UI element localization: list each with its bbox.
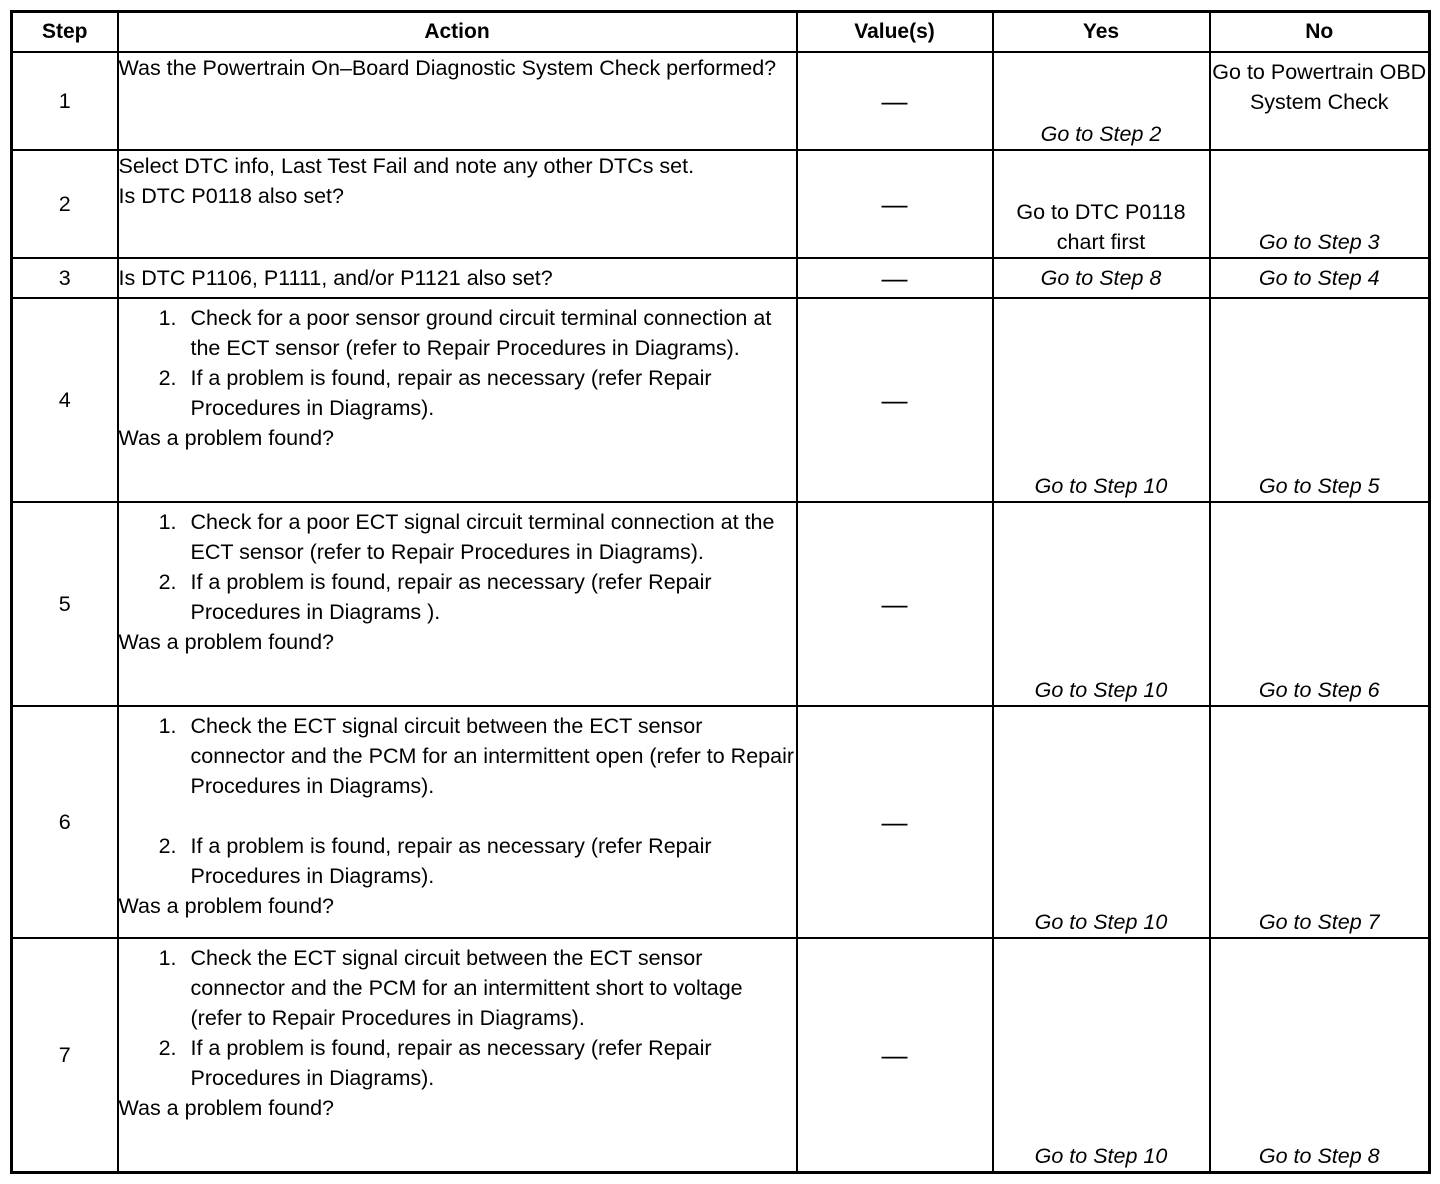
value-cell: — xyxy=(797,52,993,150)
yes-cell: Go to Step 2 xyxy=(993,52,1210,150)
step-number: 3 xyxy=(12,258,118,298)
action-cell xyxy=(118,706,797,938)
header-values: Value(s) xyxy=(797,12,993,53)
procedure-list xyxy=(119,507,796,627)
no-cell: Go to Powertrain OBD System Check xyxy=(1210,52,1430,150)
step-number: 7 xyxy=(12,938,118,1172)
yes-cell: Go to DTC P0118 chart first xyxy=(993,150,1210,258)
action-cell xyxy=(118,258,797,298)
list-item: 1. Check for a poor sensor ground circuit terminal connection at the ECT sensor (refer to Repair Procedures in Diagrams). xyxy=(183,303,796,363)
no-cell: Go to Step 7 xyxy=(1210,706,1430,938)
step-number: 1 xyxy=(12,52,118,150)
value-cell: — xyxy=(797,150,993,258)
header-action: Action xyxy=(118,12,797,53)
list-item: 1. Check the ECT signal circuit between the ECT sensor connector and the PCM for an intermittent short to voltage (refer to Repair Procedures in Diagrams). xyxy=(183,943,796,1033)
list-item: 2. If a problem is found, repair as necessary (refer Repair Procedures in Diagrams). xyxy=(183,831,796,891)
value-cell: — xyxy=(797,938,993,1172)
yes-cell: Go to Step 8 xyxy=(993,258,1210,298)
list-item: 2. If a problem is found, repair as necessary (refer Repair Procedures in Diagrams ). xyxy=(183,567,796,627)
action-question: Was a problem found? xyxy=(118,1096,335,1120)
yes-cell: Go to Step 10 xyxy=(993,298,1210,502)
step-number: 4 xyxy=(12,298,118,502)
header-yes: Yes xyxy=(993,12,1210,53)
step-number: 5 xyxy=(12,502,118,706)
list-item: 1. Check for a poor ECT signal circuit terminal connection at the ECT sensor (refer to Repair Procedures in Diagrams). xyxy=(183,507,796,567)
value-cell: — xyxy=(797,298,993,502)
action-question: Was a problem found? xyxy=(118,426,335,450)
procedure-list xyxy=(119,711,796,891)
table-row xyxy=(12,258,1430,298)
action-text: Select DTC info, Last Test Fail and note any other DTCs set. xyxy=(118,154,695,178)
no-cell: Go to Step 5 xyxy=(1210,298,1430,502)
list-item xyxy=(183,711,796,831)
header-step: Step xyxy=(12,12,118,53)
action-question: Was a problem found? xyxy=(118,630,335,654)
list-item: 2. If a problem is found, repair as necessary (refer Repair Procedures in Diagrams). xyxy=(183,363,796,423)
yes-cell: Go to Step 10 xyxy=(993,502,1210,706)
step-number: 6 xyxy=(12,706,118,938)
table-row xyxy=(12,150,1430,258)
procedure-list xyxy=(119,943,796,1093)
table-row xyxy=(12,938,1430,1172)
action-text: Is DTC P1106, P1111, and/or P1121 also set? xyxy=(118,266,553,290)
step-number: 2 xyxy=(12,150,118,258)
no-cell: Go to Step 8 xyxy=(1210,938,1430,1172)
no-cell: Go to Step 6 xyxy=(1210,502,1430,706)
value-cell: — xyxy=(797,706,993,938)
no-cell: Go to Step 3 xyxy=(1210,150,1430,258)
action-cell xyxy=(118,938,797,1172)
table-header-row xyxy=(12,12,1430,53)
action-question: Was a problem found? xyxy=(118,894,335,918)
list-item-text: Check the ECT signal circuit between the ECT sensor connector and the PCM for an intermittent open (refer to Repair Procedures in Diagrams). xyxy=(190,714,795,798)
action-text: Was the Powertrain On–Board Diagnostic System Check performed? xyxy=(118,56,777,80)
action-cell xyxy=(118,150,797,258)
yes-cell: Go to Step 10 xyxy=(993,938,1210,1172)
spacer xyxy=(191,801,796,831)
action-cell xyxy=(118,52,797,150)
action-question: Is DTC P0118 also set? xyxy=(118,184,344,208)
table-row xyxy=(12,706,1430,938)
yes-cell: Go to Step 10 xyxy=(993,706,1210,938)
action-cell xyxy=(118,502,797,706)
procedure-list xyxy=(119,303,796,423)
table-row xyxy=(12,298,1430,502)
list-item: 2. If a problem is found, repair as necessary (refer Repair Procedures in Diagrams). xyxy=(183,1033,796,1093)
diagnostic-table xyxy=(10,10,1431,1174)
header-no: No xyxy=(1210,12,1430,53)
value-cell: — xyxy=(797,258,993,298)
action-cell xyxy=(118,298,797,502)
table-row xyxy=(12,502,1430,706)
table-row xyxy=(12,52,1430,150)
no-cell: Go to Step 4 xyxy=(1210,258,1430,298)
value-cell: — xyxy=(797,502,993,706)
diagnostic-table-container xyxy=(10,10,1428,1170)
